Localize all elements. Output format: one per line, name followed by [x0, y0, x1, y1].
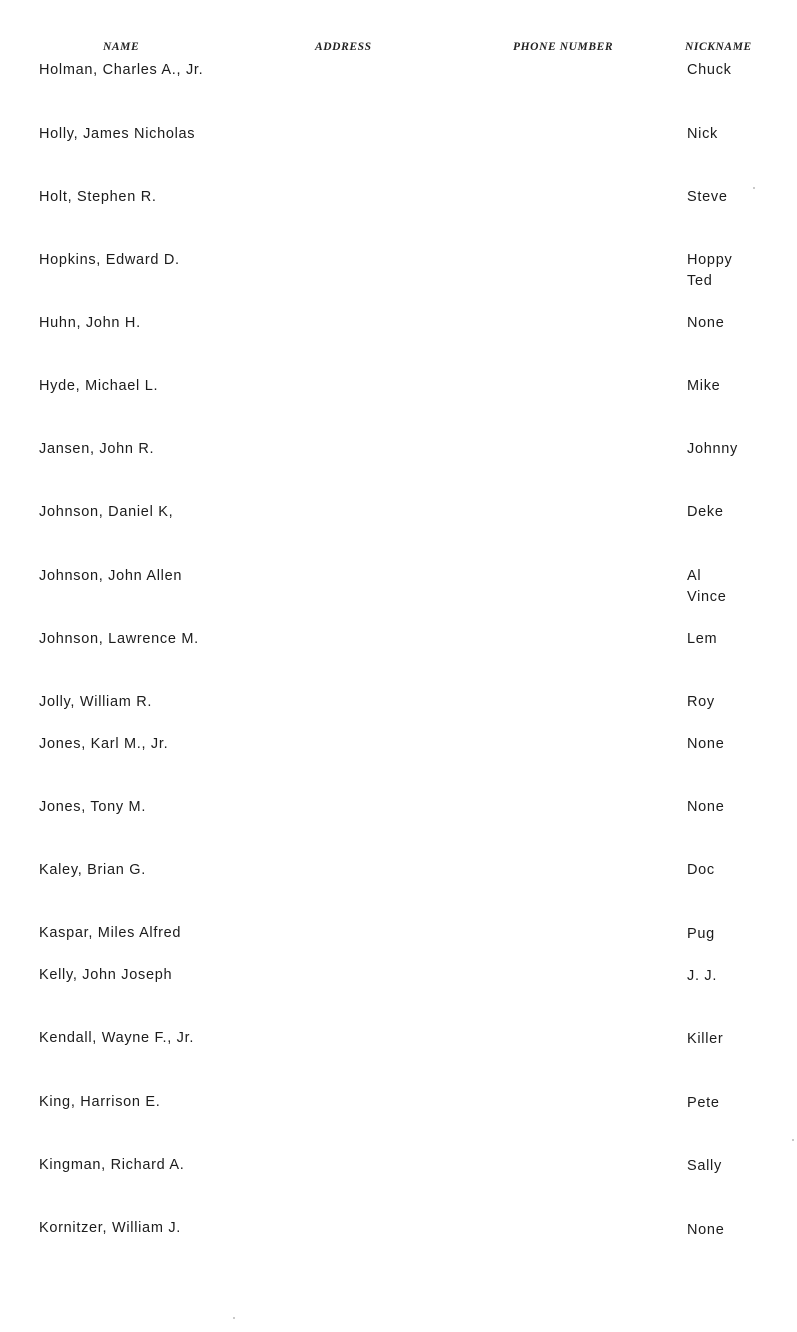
entry-nickname-alt: Ted: [687, 273, 713, 289]
entry-name: Hyde, Michael L.: [39, 378, 159, 394]
scan-speck: [233, 1317, 235, 1319]
entry-name: Johnson, John Allen: [39, 568, 183, 584]
entry-nickname: None: [687, 1222, 725, 1238]
entry-nickname: Al: [687, 568, 702, 584]
entry-nickname: Steve: [687, 189, 728, 205]
entry-name: Jolly, William R.: [39, 694, 153, 710]
column-header-phone: PHONE NUMBER: [513, 41, 614, 53]
entry-name: Hopkins, Edward D.: [39, 252, 180, 268]
entry-nickname: None: [687, 799, 725, 815]
entry-name: Kelly, John Joseph: [39, 967, 173, 983]
entry-nickname: Johnny: [687, 441, 738, 457]
entry-name: King, Harrison E.: [39, 1094, 161, 1110]
entry-nickname: Pete: [687, 1095, 720, 1111]
entry-name: Kornitzer, William J.: [39, 1220, 181, 1236]
entry-name: Kingman, Richard A.: [39, 1157, 185, 1173]
entry-nickname: Sally: [687, 1158, 722, 1174]
entry-nickname: Roy: [687, 694, 715, 710]
entry-name: Holt, Stephen R.: [39, 189, 157, 205]
entry-nickname: Pug: [687, 926, 715, 942]
entry-nickname: Lem: [687, 631, 718, 647]
entry-name: Kaley, Brian G.: [39, 862, 146, 878]
entry-name: Holman, Charles A., Jr.: [39, 62, 204, 78]
entry-nickname-alt: Vince: [687, 589, 727, 605]
entry-nickname: Mike: [687, 378, 721, 394]
entry-nickname: Chuck: [687, 62, 732, 78]
entry-name: Kaspar, Miles Alfred: [39, 925, 182, 941]
entry-nickname: Killer: [687, 1031, 724, 1047]
scan-speck: [753, 187, 755, 189]
entry-name: Johnson, Daniel K,: [39, 504, 174, 520]
entry-name: Jones, Tony M.: [39, 799, 147, 815]
entry-nickname: J. J.: [687, 968, 718, 984]
column-header-name: NAME: [103, 41, 140, 53]
column-header-nickname: NICKNAME: [685, 41, 752, 53]
column-header-address: ADDRESS: [315, 41, 372, 53]
entry-name: Jansen, John R.: [39, 441, 155, 457]
entry-name: Jones, Karl M., Jr.: [39, 736, 169, 752]
entry-nickname: None: [687, 736, 725, 752]
entry-name: Johnson, Lawrence M.: [39, 631, 199, 647]
entry-nickname: None: [687, 315, 725, 331]
entry-nickname: Doc: [687, 862, 715, 878]
scan-speck: [792, 1139, 794, 1141]
entry-nickname: Deke: [687, 504, 724, 520]
entry-nickname: Hoppy: [687, 252, 733, 268]
entry-name: Holly, James Nicholas: [39, 126, 196, 142]
entry-name: Kendall, Wayne F., Jr.: [39, 1030, 195, 1046]
entry-nickname: Nick: [687, 126, 718, 142]
entry-name: Huhn, John H.: [39, 315, 141, 331]
